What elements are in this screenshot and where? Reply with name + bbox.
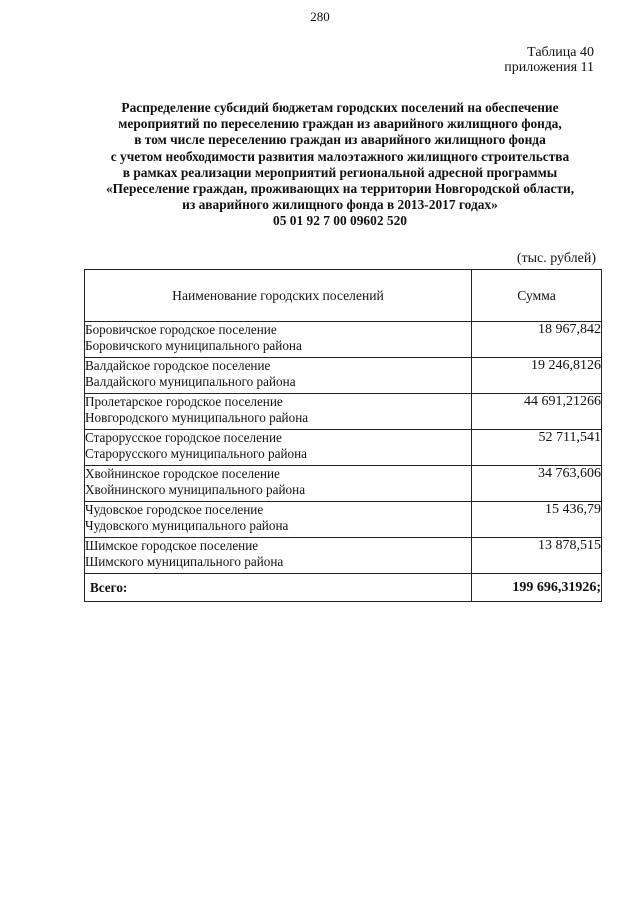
settlement-name-cell [85,394,472,430]
total-label: Всего: [85,574,472,602]
settlement-name: Хвойнинское городское поселение [85,466,280,481]
table-row [85,394,602,430]
table-row [85,322,602,358]
title-line: «Переселение граждан, проживающих на территории Новгородской области, [105,181,575,197]
total-row [85,574,602,602]
sum-cell: 19 246,8126 [472,358,602,394]
units-label: (тыс. рублей) [516,251,596,266]
document-title [70,100,610,230]
settlement-name: Валдайское городское поселение [85,358,271,373]
sum-cell: 34 763,606 [472,466,602,502]
table-row [85,358,602,394]
settlement-name-cell [85,430,472,466]
municipal-district: Шимского муниципального района [85,554,284,569]
settlement-name: Боровичское городское поселение [85,322,277,337]
title-line: в рамках реализации мероприятий региональной адресной программы [122,164,558,180]
title-line: в том числе переселению граждан из аварийного жилищного фонда [134,132,546,148]
table-ref-line: Таблица 40 [527,45,594,60]
total-sum: 199 696,31926; [472,574,602,602]
title-line: из аварийного жилищного фонда в 2013-2017 годах» [182,197,498,213]
table-row [85,538,602,574]
settlement-name-cell [85,322,472,358]
subsidies-table [84,269,602,602]
table-header-row [85,270,602,322]
table-ref-line: приложения 11 [504,60,594,75]
municipal-district: Боровичского муниципального района [85,338,302,353]
page-number: 280 [310,9,330,24]
sum-cell: 15 436,79 [472,502,602,538]
settlement-name-cell [85,502,472,538]
title-line: мероприятий по переселению граждан из аварийного жилищного фонда, [118,116,562,132]
settlement-name: Старорусское городское поселение [85,430,282,445]
sum-cell: 13 878,515 [472,538,602,574]
municipal-district: Новгородского муниципального района [85,410,309,425]
municipal-district: Чудовского муниципального района [85,518,289,533]
table-row [85,502,602,538]
settlement-name: Чудовское городское поселение [85,502,264,517]
settlement-name: Шимское городское поселение [85,538,259,553]
municipal-district: Старорусского муниципального района [85,446,308,461]
budget-code: 05 01 92 7 00 09602 520 [273,213,407,229]
sum-cell: 52 711,541 [472,430,602,466]
settlement-name-cell [85,538,472,574]
sum-cell: 18 967,842 [472,322,602,358]
municipal-district: Хвойнинского муниципального района [85,482,306,497]
settlement-name-cell [85,466,472,502]
title-line: Распределение субсидий бюджетам городских поселений на обеспечение [121,100,559,115]
table-row [85,466,602,502]
title-line: с учетом необходимости развития малоэтажного жилищного строительства [110,148,570,164]
table-row [85,430,602,466]
sum-cell: 44 691,21266 [472,394,602,430]
column-header-sum: Сумма [472,270,602,322]
column-header-name: Наименование городских поселений [85,270,472,322]
table-reference [504,45,594,75]
settlement-name-cell [85,358,472,394]
municipal-district: Валдайского муниципального района [85,374,296,389]
settlement-name: Пролетарское городское поселение [85,394,283,409]
